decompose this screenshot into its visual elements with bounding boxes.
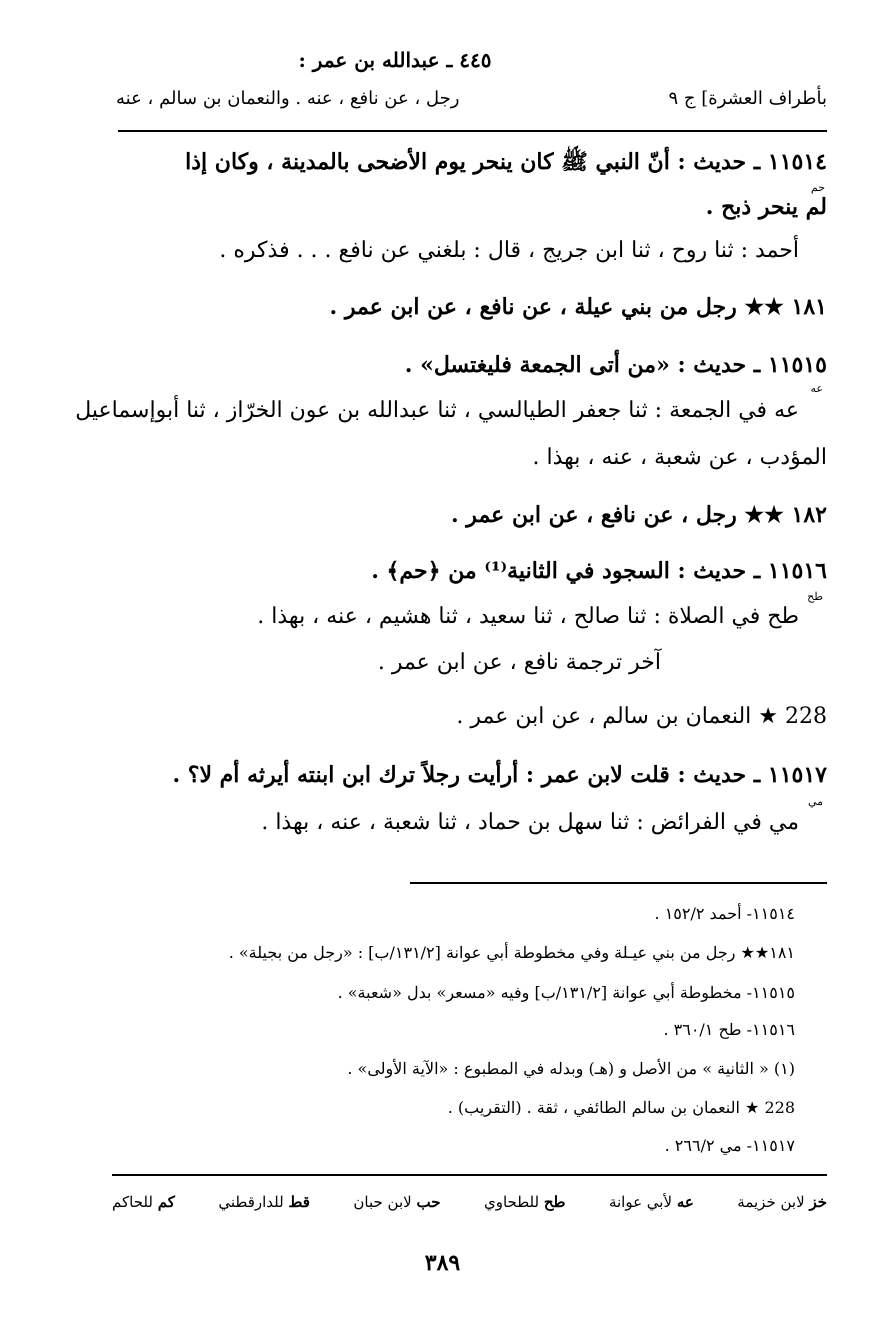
running-head-left: رجل ، عن نافع ، عنه . والنعمان بن سالم ، عنه [116, 88, 460, 109]
footnote-11516: ١١٥١٦- طح ٣٦٠/١ . [663, 1020, 795, 1039]
legend-item: عه لأبي عوانة [608, 1193, 694, 1211]
running-head-right: بأطراف العشرة] ج ٩ [668, 88, 827, 109]
sigla-ah: عه [810, 382, 823, 395]
hadith-11514-line1: ١١٥١٤ ـ حديث : أنّ النبي ﷺ كان ينحر يوم الأضحى بالمدينة ، وكان إذا [185, 149, 827, 175]
footnote-228: 228 ★ النعمان بن سالم الطائفي ، ثقة . (التقريب) . [447, 1098, 795, 1117]
heading-181: ١٨١ ★★ رجل من بني عيلة ، عن نافع ، عن ابن عمر . [329, 294, 827, 320]
legend-item: قط للدارقطني [218, 1193, 310, 1211]
sigla-hm: حم [810, 181, 825, 194]
legend-item: حب لابن حبان [353, 1193, 441, 1211]
legend-item: طح للطحاوي [483, 1193, 566, 1211]
hadith-11517-source: مي في الفرائض : ثنا سهل بن حماد ، ثنا شعبة ، عنه ، بهذا . [261, 810, 799, 835]
footnote-181: ١٨١★★ رجل من بني عيـلة وفي مخطوطة أبي عوانة [١٣١/٢/ب] : «رجل من بجيلة» . [228, 943, 795, 962]
legend-rule [112, 1174, 827, 1176]
hadith-11515-source-2: المؤدب ، عن شعبة ، عنه ، بهذا . [532, 445, 827, 470]
hadith-11515-line1: ١١٥١٥ ـ حديث : «من أتى الجمعة فليغتسل» . [404, 352, 827, 378]
footnote-separator [410, 882, 827, 884]
footnote-11515: ١١٥١٥- مخطوطة أبي عوانة [١٣١/٢/ب] وفيه «مسعر» بدل «شعبة» . [337, 983, 795, 1002]
header-rule [118, 130, 827, 132]
footnote-1: (١) « الثانية » من الأصل و (هـ) وبدله في المطبوع : «الآية الأولى» . [347, 1059, 795, 1078]
heading-228: 228 ★ النعمان بن سالم ، عن ابن عمر . [456, 704, 827, 729]
chapter-title: ٤٤٥ ـ عبدالله بن عمر : [298, 48, 492, 72]
footnote-11517: ١١٥١٧- مي ٢٦٦/٢ . [664, 1136, 795, 1155]
hadith-11514-source: أحمد : ثنا روح ، ثنا ابن جريج ، قال : بلغني عن نافع . . . فذكره . [219, 238, 799, 263]
heading-182: ١٨٢ ★★ رجل ، عن نافع ، عن ابن عمر . [450, 502, 827, 528]
sigla-mi: مي [807, 795, 823, 808]
legend-item: خز لابن خزيمة [737, 1193, 827, 1211]
hadith-11515-source-1: عه في الجمعة : ثنا جعفر الطيالسي ، ثنا عبدالله بن عون الخرّاز ، ثنا أبوإسماعيل [75, 398, 799, 423]
sigla-th: طح [807, 590, 823, 603]
page-number: ٣٨٩ [424, 1250, 461, 1276]
hadith-11514-line2: لم ينحر ذبح . [705, 194, 827, 220]
legend-item: كم للحاكم [112, 1193, 175, 1211]
hadith-11517-line1: ١١٥١٧ ـ حديث : قلت لابن عمر : أرأيت رجلاً ترك ابن ابنته أيرثه أم لا؟ . [172, 762, 827, 788]
hadith-11516-line1: ١١٥١٦ ـ حديث : السجود في الثانية⁽¹⁾ من ﴿حم﴾ . [371, 558, 827, 584]
hadith-11516-end-note: آخر ترجمة نافع ، عن ابن عمر . [377, 650, 661, 675]
abbreviation-legend [112, 1193, 827, 1211]
footnote-11514: ١١٥١٤- أحمد ١٥٢/٢ . [654, 904, 795, 923]
hadith-11516-source: طح في الصلاة : ثنا صالح ، ثنا سعيد ، ثنا هشيم ، عنه ، بهذا . [257, 604, 799, 629]
